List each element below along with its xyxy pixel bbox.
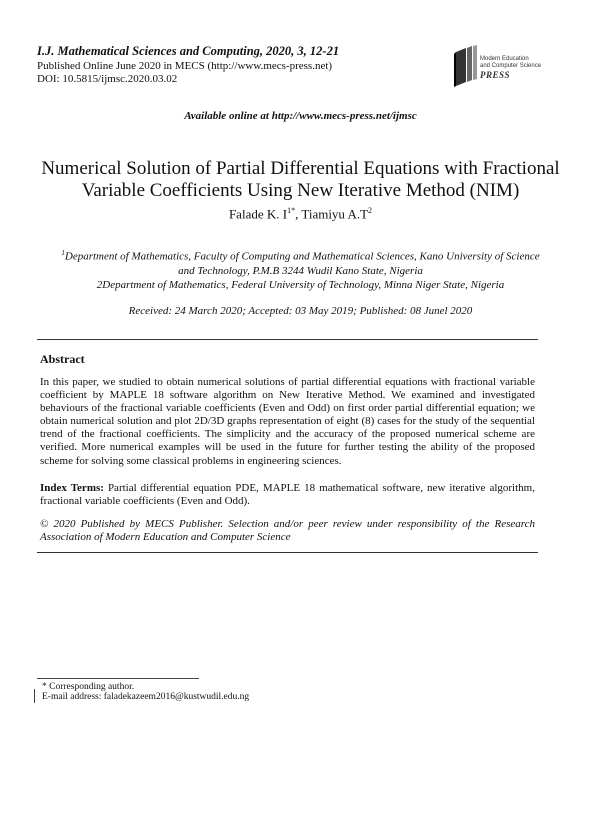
abstract-body: In this paper, we studied to obtain numerical solutions of partial differential equations with fractional variable coefficient by MAPLE 18 software algorithm on New Iterative Method. We examined and investigated behaviours of the fractional variable coefficients (Even and Odd) on first order partial differential equation; we obtain numerical solution and plot 2D/3D graphs representation of eight (8) cases for the study of the sequential trend of the fractional coefficients. The simplicity and the accuracy of the proposed numerical scheme are verified. More numerical examples will be used in the future for further testing the ability of the proposed scheme for solving some classical problems in engineering sciences.: [40, 376, 535, 467]
author-1: Falade K. I: [228, 206, 288, 222]
index-terms-text: Partial differential equation PDE, MAPLE 18 mathematical software, new iterative algorithm, fractional variable coefficients (Even and Odd).: [40, 482, 535, 508]
divider-bottom: [37, 552, 538, 553]
index-terms: [40, 482, 535, 508]
index-terms-label: Index Terms:: [40, 482, 104, 494]
affil-line-1: Department of Mathematics, Faculty of Computing and Mathematical Sciences, Kano University of Science: [64, 250, 540, 263]
dates: Received: 24 March 2020; Accepted: 03 May 2019; Published: 08 Junel 2020: [128, 305, 473, 317]
affil-line-2: and Technology, P.M.B 3244 Wudil Kano State, Nigeria: [178, 264, 423, 277]
available-online: Available online at http://www.mecs-press.net/ijmsc: [184, 110, 417, 122]
journal-header: I.J. Mathematical Sciences and Computing, 2020, 3, 12-21: [37, 44, 340, 58]
change-bar: [34, 689, 35, 703]
title-line-2: Variable Coefficients Using New Iterative Method (NIM): [81, 180, 520, 201]
logo-line-1: Modern Education: [480, 56, 529, 62]
mecs-press-logo: [452, 42, 557, 90]
authors: [0, 206, 601, 222]
footnote-rule: [37, 678, 199, 679]
divider-top: [37, 339, 538, 340]
footnote-corresponding: * Corresponding author.: [42, 682, 135, 692]
affil-line-3: 2Department of Mathematics, Federal University of Technology, Minna Niger State, Nigeria: [96, 278, 505, 291]
copyright: © 2020 Published by MECS Publisher. Selection and/or peer review under responsibility of the Research Association of Modern Education and Computer Science: [40, 518, 535, 544]
footnote-email: E-mail address: faladekazeem2016@kustwudil.edu.ng: [42, 692, 250, 702]
logo-line-2: and Computer Science: [480, 63, 542, 69]
abstract-heading: Abstract: [40, 352, 85, 366]
doi: DOI: 10.5815/ijmsc.2020.03.02: [37, 73, 178, 85]
publication-info: Published Online June 2020 in MECS (http://www.mecs-press.net): [37, 60, 333, 72]
logo-brand: PRESS: [480, 70, 511, 80]
title-line-1: Numerical Solution of Partial Differential Equations with Fractional: [41, 158, 560, 179]
affiliations: [40, 246, 561, 292]
affil-sup-1: 1: [61, 249, 65, 257]
paper-title: [30, 158, 571, 202]
author-2-sup: 2: [368, 206, 373, 215]
author-1-sup: 1*: [287, 206, 296, 215]
author-2: Tiamiyu A.T: [301, 206, 369, 222]
author-separator: ,: [295, 206, 302, 222]
